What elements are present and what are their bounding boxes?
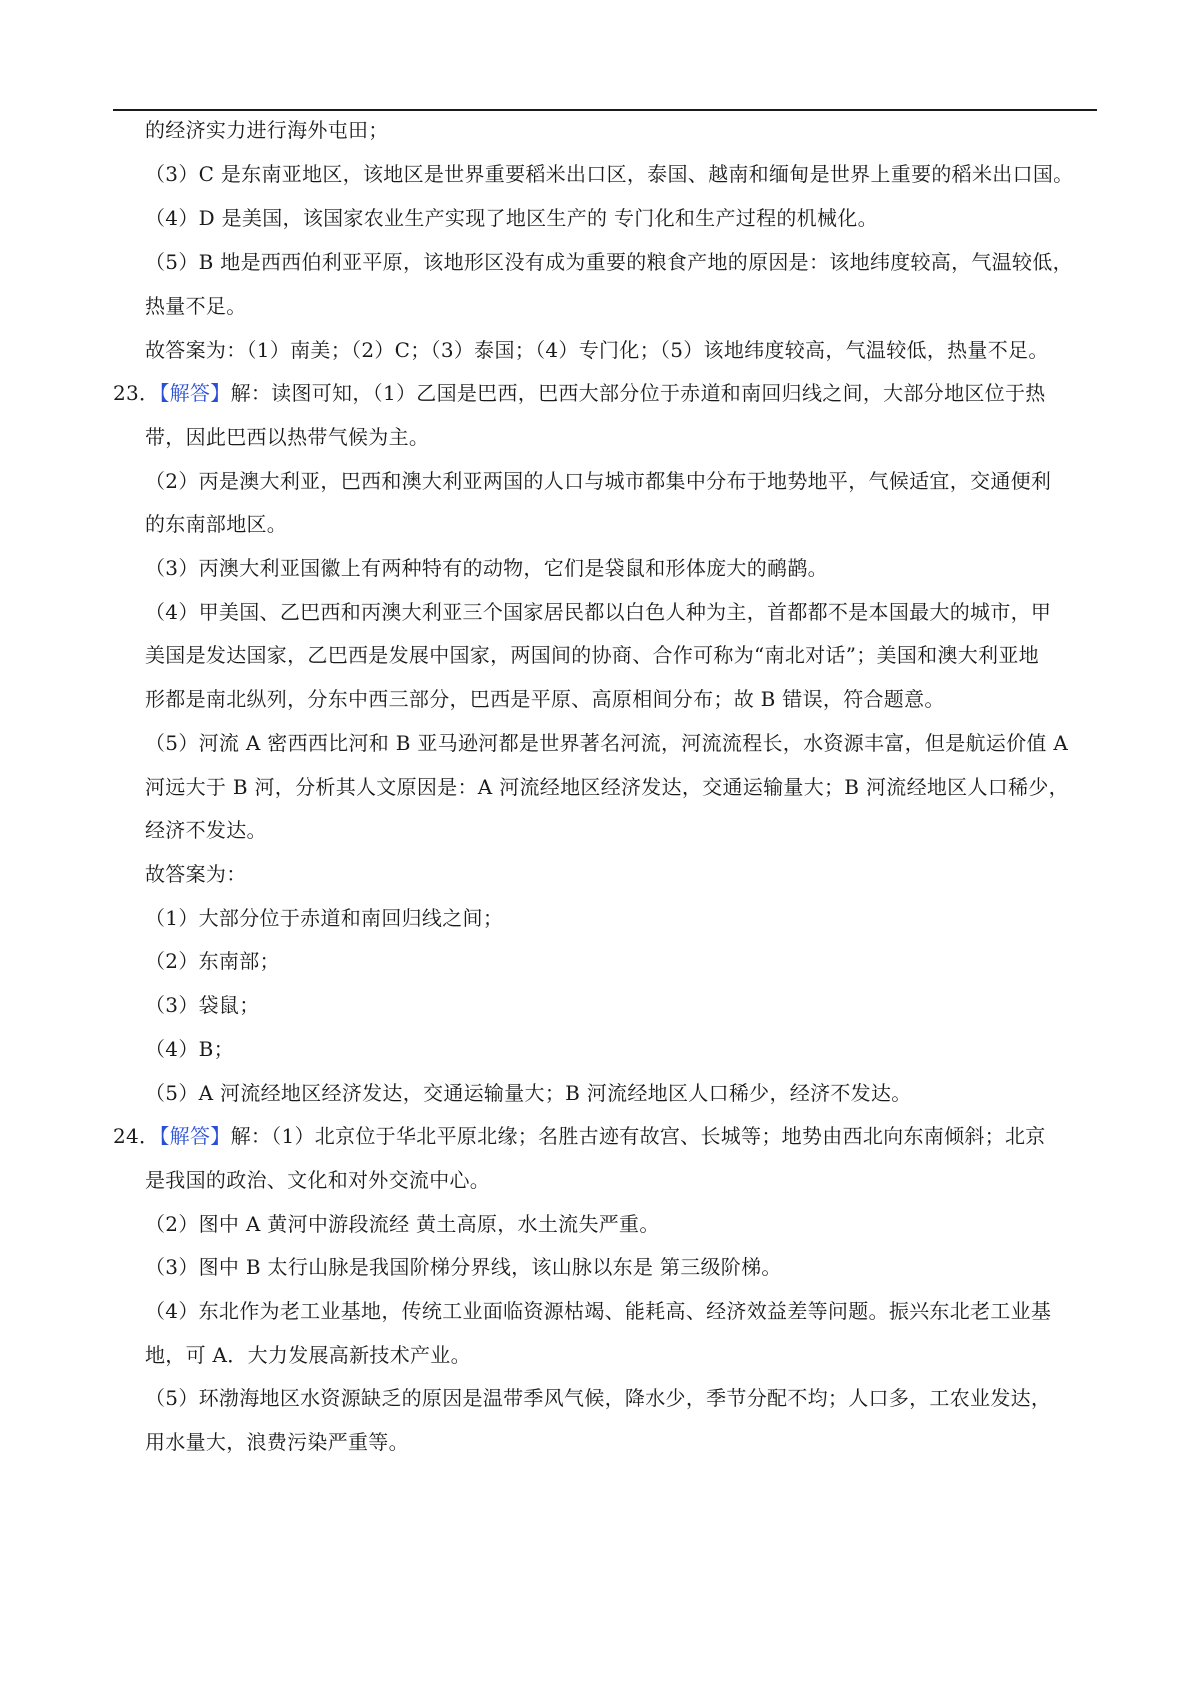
text-line: 热量不足。 <box>145 294 247 318</box>
answer-tag: 【解答】 <box>159 1124 231 1148</box>
text-line: （3）C 是东南亚地区，该地区是世界重要稻米出口区，泰国、越南和缅甸是世界上重要的稻米出口国。 <box>145 162 1074 186</box>
text-line: 解：（1）北京位于华北平原北缘；名胜古迹有故宫、长城等；地势由西北向东南倾斜；北京 <box>230 1124 1046 1148</box>
question-number: 24． <box>113 1124 160 1148</box>
question-23-heading <box>113 381 1073 405</box>
text-line: 带，因此巴西以热带气候为主。 <box>145 425 430 449</box>
text-line: （2）东南部； <box>145 949 280 973</box>
text-line: （4）甲美国、乙巴西和丙澳大利亚三个国家居民都以白色人种为主，首都都不是本国最大的城市，甲 <box>145 600 1052 624</box>
text-line: 用水量大，浪费污染严重等。 <box>145 1430 409 1454</box>
text-line: 美国是发达国家，乙巴西是发展中国家，两国间的协商、合作可称为“南北对话”；美国和澳大利亚地 <box>145 643 1039 667</box>
text-line: （4）东北作为老工业基地，传统工业面临资源枯竭、能耗高、经济效益差等问题。振兴东北老工业基 <box>145 1299 1052 1323</box>
text-line: 经济不发达。 <box>145 818 267 842</box>
text-line: 的经济实力进行海外屯田； <box>145 118 389 142</box>
text-line: 故答案为： <box>145 862 247 886</box>
text-line: （5）河流 A 密西西比河和 B 亚马逊河都是世界著名河流，河流流程长，水资源丰富，但是航运价值 A <box>145 731 1069 755</box>
text-line: （4）B； <box>145 1037 234 1061</box>
header-rule <box>113 109 1097 111</box>
text-line: 是我国的政治、文化和对外交流中心。 <box>145 1168 491 1192</box>
text-line: （2）图中 A 黄河中游段流经 黄土高原，水土流失严重。 <box>145 1212 660 1236</box>
text-line: 形都是南北纵列，分东中西三部分，巴西是平原、高原相间分布；故 B 错误，符合题意。 <box>145 687 945 711</box>
text-line: （5）A 河流经地区经济发达，交通运输量大；B 河流经地区人口稀少，经济不发达。 <box>145 1081 912 1105</box>
text-line: （5）B 地是西西伯利亚平原，该地形区没有成为重要的粮食产地的原因是：该地纬度较高，气温较低， <box>145 250 1073 274</box>
text-line: 的东南部地区。 <box>145 512 288 536</box>
text-line: （3）图中 B 太行山脉是我国阶梯分界线，该山脉以东是 第三级阶梯。 <box>145 1255 782 1279</box>
text-line: 河远大于 B 河，分析其人文原因是：A 河流经地区经济发达，交通运输量大；B 河流经地区人口稀少， <box>145 775 1069 799</box>
text-line: （4）D 是美国，该国家农业生产实现了地区生产的 专门化和生产过程的机械化。 <box>145 206 878 230</box>
question-number: 23． <box>113 381 160 405</box>
text-line: （1）大部分位于赤道和南回归线之间； <box>145 906 504 930</box>
answer-tag: 【解答】 <box>159 381 231 405</box>
text-line: （2）丙是澳大利亚，巴西和澳大利亚两国的人口与城市都集中分布于地势地平，气候适宜，交通便利 <box>145 469 1052 493</box>
text-line: （3）袋鼠； <box>145 993 260 1017</box>
text-line: （3）丙澳大利亚国徽上有两种特有的动物，它们是袋鼠和形体庞大的鸸鹋。 <box>145 556 828 580</box>
question-24-heading <box>113 1124 1073 1148</box>
text-line: 解：读图可知，（1）乙国是巴西，巴西大部分位于赤道和南回归线之间，大部分地区位于热 <box>230 381 1046 405</box>
text-line: （5）环渤海地区水资源缺乏的原因是温带季风气候，降水少，季节分配不均；人口多，工农业发达， <box>145 1386 1052 1410</box>
text-line: 地，可 A．大力发展高新技术产业。 <box>145 1343 471 1367</box>
answer-summary: 故答案为：（1）南美；（2）C；（3）泰国；（4）专门化；（5）该地纬度较高，气温较低，热量不足。 <box>145 338 1049 362</box>
